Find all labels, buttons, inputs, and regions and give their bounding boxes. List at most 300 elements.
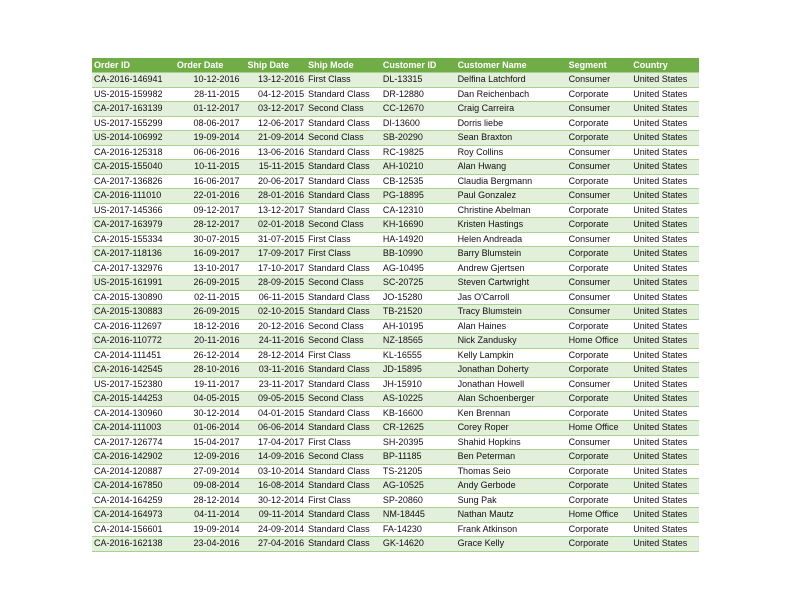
cell-segment: Corporate — [567, 479, 632, 494]
cell-customer-name: Jonathan Howell — [456, 377, 567, 392]
cell-ship-mode: Second Class — [306, 392, 381, 407]
table-row — [92, 261, 699, 276]
cell-country: United States — [631, 348, 699, 363]
cell-customer-id: AG-10525 — [381, 479, 456, 494]
cell-customer-id: BB-10990 — [381, 247, 456, 262]
cell-ship-mode: First Class — [306, 348, 381, 363]
table-row — [92, 174, 699, 189]
cell-segment: Corporate — [567, 363, 632, 378]
cell-order-id: CA-2016-162138 — [92, 537, 175, 552]
cell-ship-mode: Second Class — [306, 218, 381, 233]
cell-customer-name: Nick Zandusky — [456, 334, 567, 349]
cell-order-date: 10-11-2015 — [175, 160, 246, 175]
table-row — [92, 131, 699, 146]
cell-order-id: CA-2016-111010 — [92, 189, 175, 204]
cell-ship-mode: Standard Class — [306, 508, 381, 523]
table-row — [92, 232, 699, 247]
cell-ship-mode: Standard Class — [306, 87, 381, 102]
cell-order-id: US-2017-155299 — [92, 116, 175, 131]
table-row — [92, 450, 699, 465]
cell-customer-name: Dorris liebe — [456, 116, 567, 131]
cell-country: United States — [631, 87, 699, 102]
cell-order-id: CA-2014-156601 — [92, 522, 175, 537]
cell-order-id: US-2017-145366 — [92, 203, 175, 218]
cell-order-date: 10-12-2016 — [175, 73, 246, 88]
cell-order-id: CA-2017-118136 — [92, 247, 175, 262]
cell-country: United States — [631, 131, 699, 146]
cell-customer-id: FA-14230 — [381, 522, 456, 537]
cell-ship-date: 30-12-2014 — [246, 493, 307, 508]
cell-ship-date: 31-07-2015 — [246, 232, 307, 247]
cell-customer-id: KB-16600 — [381, 406, 456, 421]
cell-country: United States — [631, 276, 699, 291]
cell-order-id: CA-2017-132976 — [92, 261, 175, 276]
cell-segment: Corporate — [567, 203, 632, 218]
cell-customer-id: TB-21520 — [381, 305, 456, 320]
table-body — [92, 73, 699, 552]
header-row — [92, 58, 699, 73]
cell-segment: Consumer — [567, 145, 632, 160]
cell-customer-id: SC-20725 — [381, 276, 456, 291]
cell-ship-date: 09-11-2014 — [246, 508, 307, 523]
cell-segment: Corporate — [567, 116, 632, 131]
table-row — [92, 290, 699, 305]
cell-ship-date: 17-04-2017 — [246, 435, 307, 450]
cell-segment: Consumer — [567, 73, 632, 88]
cell-customer-name: Ben Peterman — [456, 450, 567, 465]
cell-order-id: CA-2016-146941 — [92, 73, 175, 88]
cell-segment: Consumer — [567, 160, 632, 175]
cell-country: United States — [631, 464, 699, 479]
cell-ship-mode: Standard Class — [306, 116, 381, 131]
cell-segment: Consumer — [567, 276, 632, 291]
cell-order-date: 27-09-2014 — [175, 464, 246, 479]
table-row — [92, 305, 699, 320]
cell-order-date: 06-06-2016 — [175, 145, 246, 160]
cell-order-date: 30-07-2015 — [175, 232, 246, 247]
cell-ship-mode: Standard Class — [306, 363, 381, 378]
cell-order-date: 09-12-2017 — [175, 203, 246, 218]
cell-order-date: 26-09-2015 — [175, 305, 246, 320]
cell-ship-date: 06-11-2015 — [246, 290, 307, 305]
cell-customer-name: Alan Hwang — [456, 160, 567, 175]
cell-segment: Corporate — [567, 537, 632, 552]
cell-order-date: 26-09-2015 — [175, 276, 246, 291]
cell-segment: Consumer — [567, 377, 632, 392]
cell-order-date: 16-09-2017 — [175, 247, 246, 262]
cell-order-date: 12-09-2016 — [175, 450, 246, 465]
cell-ship-mode: Second Class — [306, 276, 381, 291]
cell-customer-name: Nathan Mautz — [456, 508, 567, 523]
cell-customer-name: Sung Pak — [456, 493, 567, 508]
cell-country: United States — [631, 160, 699, 175]
cell-customer-id: SP-20860 — [381, 493, 456, 508]
cell-customer-id: CR-12625 — [381, 421, 456, 436]
cell-order-id: CA-2017-126774 — [92, 435, 175, 450]
cell-ship-date: 24-11-2016 — [246, 334, 307, 349]
cell-segment: Corporate — [567, 464, 632, 479]
cell-segment: Corporate — [567, 522, 632, 537]
orders-table — [92, 58, 699, 552]
cell-order-id: US-2015-161991 — [92, 276, 175, 291]
table-row — [92, 421, 699, 436]
cell-ship-date: 09-05-2015 — [246, 392, 307, 407]
cell-customer-id: AH-10195 — [381, 319, 456, 334]
cell-customer-id: HA-14920 — [381, 232, 456, 247]
cell-customer-id: NZ-18565 — [381, 334, 456, 349]
cell-country: United States — [631, 261, 699, 276]
table-row — [92, 464, 699, 479]
cell-segment: Corporate — [567, 174, 632, 189]
cell-order-id: CA-2015-155334 — [92, 232, 175, 247]
cell-segment: Corporate — [567, 247, 632, 262]
cell-country: United States — [631, 479, 699, 494]
cell-ship-date: 04-12-2015 — [246, 87, 307, 102]
cell-segment: Corporate — [567, 450, 632, 465]
cell-ship-date: 20-12-2016 — [246, 319, 307, 334]
cell-order-date: 13-10-2017 — [175, 261, 246, 276]
cell-ship-mode: Standard Class — [306, 261, 381, 276]
cell-customer-id: NM-18445 — [381, 508, 456, 523]
cell-segment: Consumer — [567, 232, 632, 247]
cell-order-id: CA-2014-164973 — [92, 508, 175, 523]
table-row — [92, 479, 699, 494]
cell-ship-date: 06-06-2014 — [246, 421, 307, 436]
table-row — [92, 160, 699, 175]
cell-customer-id: BP-11185 — [381, 450, 456, 465]
cell-country: United States — [631, 218, 699, 233]
cell-ship-mode: Standard Class — [306, 174, 381, 189]
cell-customer-name: Sean Braxton — [456, 131, 567, 146]
cell-order-date: 02-11-2015 — [175, 290, 246, 305]
cell-ship-mode: Standard Class — [306, 537, 381, 552]
cell-ship-mode: Standard Class — [306, 160, 381, 175]
cell-ship-mode: Second Class — [306, 102, 381, 117]
cell-ship-date: 02-10-2015 — [246, 305, 307, 320]
cell-order-date: 04-05-2015 — [175, 392, 246, 407]
cell-customer-name: Corey Roper — [456, 421, 567, 436]
cell-country: United States — [631, 421, 699, 436]
cell-segment: Home Office — [567, 334, 632, 349]
cell-ship-mode: Second Class — [306, 319, 381, 334]
cell-ship-date: 23-11-2017 — [246, 377, 307, 392]
table-row — [92, 87, 699, 102]
table-row — [92, 392, 699, 407]
cell-country: United States — [631, 232, 699, 247]
cell-order-date: 30-12-2014 — [175, 406, 246, 421]
cell-country: United States — [631, 435, 699, 450]
cell-customer-id: KH-16690 — [381, 218, 456, 233]
cell-order-id: US-2015-159982 — [92, 87, 175, 102]
cell-segment: Corporate — [567, 406, 632, 421]
cell-country: United States — [631, 73, 699, 88]
cell-segment: Consumer — [567, 189, 632, 204]
cell-order-date: 28-11-2015 — [175, 87, 246, 102]
cell-customer-name: Kristen Hastings — [456, 218, 567, 233]
cell-customer-id: PG-18895 — [381, 189, 456, 204]
cell-country: United States — [631, 290, 699, 305]
cell-order-id: CA-2015-144253 — [92, 392, 175, 407]
cell-order-id: CA-2014-164259 — [92, 493, 175, 508]
cell-ship-mode: Standard Class — [306, 421, 381, 436]
cell-order-date: 22-01-2016 — [175, 189, 246, 204]
cell-ship-mode: Second Class — [306, 131, 381, 146]
cell-segment: Corporate — [567, 131, 632, 146]
cell-country: United States — [631, 537, 699, 552]
table-row — [92, 203, 699, 218]
cell-order-date: 15-04-2017 — [175, 435, 246, 450]
cell-country: United States — [631, 392, 699, 407]
cell-segment: Corporate — [567, 392, 632, 407]
cell-customer-name: Andy Gerbode — [456, 479, 567, 494]
cell-customer-name: Claudia Bergmann — [456, 174, 567, 189]
cell-order-date: 19-11-2017 — [175, 377, 246, 392]
cell-order-id: CA-2015-130890 — [92, 290, 175, 305]
cell-ship-mode: Standard Class — [306, 305, 381, 320]
cell-customer-id: AG-10495 — [381, 261, 456, 276]
cell-customer-id: AS-10225 — [381, 392, 456, 407]
cell-segment: Consumer — [567, 435, 632, 450]
cell-ship-date: 16-08-2014 — [246, 479, 307, 494]
cell-segment: Corporate — [567, 87, 632, 102]
table-row — [92, 522, 699, 537]
cell-country: United States — [631, 145, 699, 160]
table-row — [92, 145, 699, 160]
cell-ship-date: 17-10-2017 — [246, 261, 307, 276]
cell-order-id: CA-2014-120887 — [92, 464, 175, 479]
cell-customer-id: JO-15280 — [381, 290, 456, 305]
cell-customer-name: Jas O'Carroll — [456, 290, 567, 305]
cell-ship-date: 20-06-2017 — [246, 174, 307, 189]
cell-segment: Corporate — [567, 493, 632, 508]
table-row — [92, 334, 699, 349]
cell-customer-name: Christine Abelman — [456, 203, 567, 218]
cell-segment: Corporate — [567, 218, 632, 233]
cell-ship-date: 03-10-2014 — [246, 464, 307, 479]
cell-country: United States — [631, 247, 699, 262]
cell-segment: Home Office — [567, 508, 632, 523]
cell-ship-mode: Standard Class — [306, 145, 381, 160]
cell-customer-name: Tracy Blumstein — [456, 305, 567, 320]
cell-order-id: CA-2017-163979 — [92, 218, 175, 233]
cell-order-id: US-2014-106992 — [92, 131, 175, 146]
cell-ship-mode: Second Class — [306, 450, 381, 465]
table-row — [92, 493, 699, 508]
cell-order-date: 04-11-2014 — [175, 508, 246, 523]
cell-customer-id: GK-14620 — [381, 537, 456, 552]
cell-segment: Consumer — [567, 290, 632, 305]
table-row — [92, 406, 699, 421]
cell-order-id: CA-2016-142545 — [92, 363, 175, 378]
cell-order-date: 26-12-2014 — [175, 348, 246, 363]
cell-customer-name: Alan Haines — [456, 319, 567, 334]
cell-country: United States — [631, 319, 699, 334]
cell-order-id: CA-2016-125318 — [92, 145, 175, 160]
header-order-date: Order Date — [175, 58, 246, 73]
cell-ship-mode: Standard Class — [306, 290, 381, 305]
table-row — [92, 102, 699, 117]
cell-ship-mode: First Class — [306, 232, 381, 247]
cell-order-id: CA-2015-155040 — [92, 160, 175, 175]
cell-country: United States — [631, 174, 699, 189]
cell-customer-name: Shahid Hopkins — [456, 435, 567, 450]
cell-ship-mode: First Class — [306, 247, 381, 262]
cell-ship-mode: First Class — [306, 493, 381, 508]
cell-order-id: CA-2016-110772 — [92, 334, 175, 349]
header-ship-date: Ship Date — [246, 58, 307, 73]
cell-ship-date: 28-09-2015 — [246, 276, 307, 291]
table-row — [92, 363, 699, 378]
cell-order-id: CA-2015-130883 — [92, 305, 175, 320]
cell-customer-name: Barry Blumstein — [456, 247, 567, 262]
header-customer-id: Customer ID — [381, 58, 456, 73]
cell-ship-mode: Standard Class — [306, 464, 381, 479]
cell-customer-name: Roy Collins — [456, 145, 567, 160]
cell-segment: Consumer — [567, 102, 632, 117]
cell-ship-date: 13-12-2016 — [246, 73, 307, 88]
cell-customer-id: JD-15895 — [381, 363, 456, 378]
cell-customer-name: Dan Reichenbach — [456, 87, 567, 102]
cell-order-date: 28-10-2016 — [175, 363, 246, 378]
table-row — [92, 377, 699, 392]
cell-ship-date: 27-04-2016 — [246, 537, 307, 552]
cell-customer-name: Helen Andreada — [456, 232, 567, 247]
cell-customer-id: AH-10210 — [381, 160, 456, 175]
cell-customer-name: Paul Gonzalez — [456, 189, 567, 204]
cell-country: United States — [631, 102, 699, 117]
table-row — [92, 508, 699, 523]
cell-ship-date: 24-09-2014 — [246, 522, 307, 537]
cell-order-date: 01-12-2017 — [175, 102, 246, 117]
cell-order-date: 08-06-2017 — [175, 116, 246, 131]
cell-order-date: 01-06-2014 — [175, 421, 246, 436]
cell-ship-date: 14-09-2016 — [246, 450, 307, 465]
cell-order-date: 28-12-2017 — [175, 218, 246, 233]
cell-segment: Home Office — [567, 421, 632, 436]
table-row — [92, 537, 699, 552]
cell-ship-date: 17-09-2017 — [246, 247, 307, 262]
header-country: Country — [631, 58, 699, 73]
cell-customer-name: Kelly Lampkin — [456, 348, 567, 363]
cell-ship-date: 28-12-2014 — [246, 348, 307, 363]
cell-ship-date: 21-09-2014 — [246, 131, 307, 146]
cell-ship-mode: Standard Class — [306, 377, 381, 392]
cell-country: United States — [631, 508, 699, 523]
table-row — [92, 435, 699, 450]
cell-customer-name: Andrew Gjertsen — [456, 261, 567, 276]
cell-customer-name: Ken Brennan — [456, 406, 567, 421]
cell-customer-id: DI-13600 — [381, 116, 456, 131]
cell-segment: Corporate — [567, 319, 632, 334]
cell-order-id: CA-2014-111451 — [92, 348, 175, 363]
cell-customer-name: Frank Atkinson — [456, 522, 567, 537]
cell-customer-id: CA-12310 — [381, 203, 456, 218]
table-row — [92, 247, 699, 262]
table-row — [92, 218, 699, 233]
cell-ship-date: 28-01-2016 — [246, 189, 307, 204]
cell-customer-id: KL-16555 — [381, 348, 456, 363]
cell-country: United States — [631, 203, 699, 218]
cell-customer-id: SB-20290 — [381, 131, 456, 146]
cell-customer-id: CC-12670 — [381, 102, 456, 117]
cell-order-date: 28-12-2014 — [175, 493, 246, 508]
table-row — [92, 116, 699, 131]
cell-country: United States — [631, 450, 699, 465]
cell-ship-date: 15-11-2015 — [246, 160, 307, 175]
cell-order-date: 19-09-2014 — [175, 131, 246, 146]
cell-country: United States — [631, 305, 699, 320]
cell-order-date: 19-09-2014 — [175, 522, 246, 537]
cell-customer-name: Alan Schoenberger — [456, 392, 567, 407]
cell-country: United States — [631, 363, 699, 378]
cell-ship-date: 02-01-2018 — [246, 218, 307, 233]
cell-order-id: CA-2014-111003 — [92, 421, 175, 436]
cell-ship-mode: First Class — [306, 73, 381, 88]
table-row — [92, 189, 699, 204]
cell-order-id: CA-2017-136826 — [92, 174, 175, 189]
cell-order-id: CA-2017-163139 — [92, 102, 175, 117]
cell-order-date: 16-06-2017 — [175, 174, 246, 189]
cell-customer-name: Jonathan Doherty — [456, 363, 567, 378]
header-order-id: Order ID — [92, 58, 175, 73]
table-row — [92, 73, 699, 88]
header-customer-name: Customer Name — [456, 58, 567, 73]
cell-order-id: CA-2016-112697 — [92, 319, 175, 334]
cell-country: United States — [631, 377, 699, 392]
cell-order-id: CA-2014-130960 — [92, 406, 175, 421]
cell-customer-name: Grace Kelly — [456, 537, 567, 552]
cell-customer-id: TS-21205 — [381, 464, 456, 479]
cell-order-date: 09-08-2014 — [175, 479, 246, 494]
cell-country: United States — [631, 334, 699, 349]
cell-ship-date: 13-12-2017 — [246, 203, 307, 218]
cell-ship-date: 03-12-2017 — [246, 102, 307, 117]
cell-segment: Corporate — [567, 261, 632, 276]
cell-segment: Consumer — [567, 305, 632, 320]
cell-customer-id: RC-19825 — [381, 145, 456, 160]
cell-country: United States — [631, 493, 699, 508]
cell-customer-name: Thomas Seio — [456, 464, 567, 479]
cell-ship-mode: Standard Class — [306, 522, 381, 537]
table-row — [92, 276, 699, 291]
cell-ship-mode: Standard Class — [306, 189, 381, 204]
cell-customer-id: CB-12535 — [381, 174, 456, 189]
cell-segment: Corporate — [567, 348, 632, 363]
cell-order-date: 23-04-2016 — [175, 537, 246, 552]
cell-customer-id: SH-20395 — [381, 435, 456, 450]
cell-country: United States — [631, 116, 699, 131]
table-row — [92, 319, 699, 334]
cell-ship-mode: First Class — [306, 435, 381, 450]
cell-customer-name: Delfina Latchford — [456, 73, 567, 88]
cell-ship-date: 04-01-2015 — [246, 406, 307, 421]
cell-ship-mode: Second Class — [306, 334, 381, 349]
cell-order-id: CA-2014-167850 — [92, 479, 175, 494]
table-row — [92, 348, 699, 363]
cell-country: United States — [631, 406, 699, 421]
cell-customer-id: DR-12880 — [381, 87, 456, 102]
cell-country: United States — [631, 522, 699, 537]
header-segment: Segment — [567, 58, 632, 73]
cell-country: United States — [631, 189, 699, 204]
header-ship-mode: Ship Mode — [306, 58, 381, 73]
cell-customer-id: DL-13315 — [381, 73, 456, 88]
cell-ship-mode: Standard Class — [306, 406, 381, 421]
cell-ship-mode: Standard Class — [306, 203, 381, 218]
cell-ship-mode: Standard Class — [306, 479, 381, 494]
cell-order-date: 18-12-2016 — [175, 319, 246, 334]
cell-ship-date: 03-11-2016 — [246, 363, 307, 378]
